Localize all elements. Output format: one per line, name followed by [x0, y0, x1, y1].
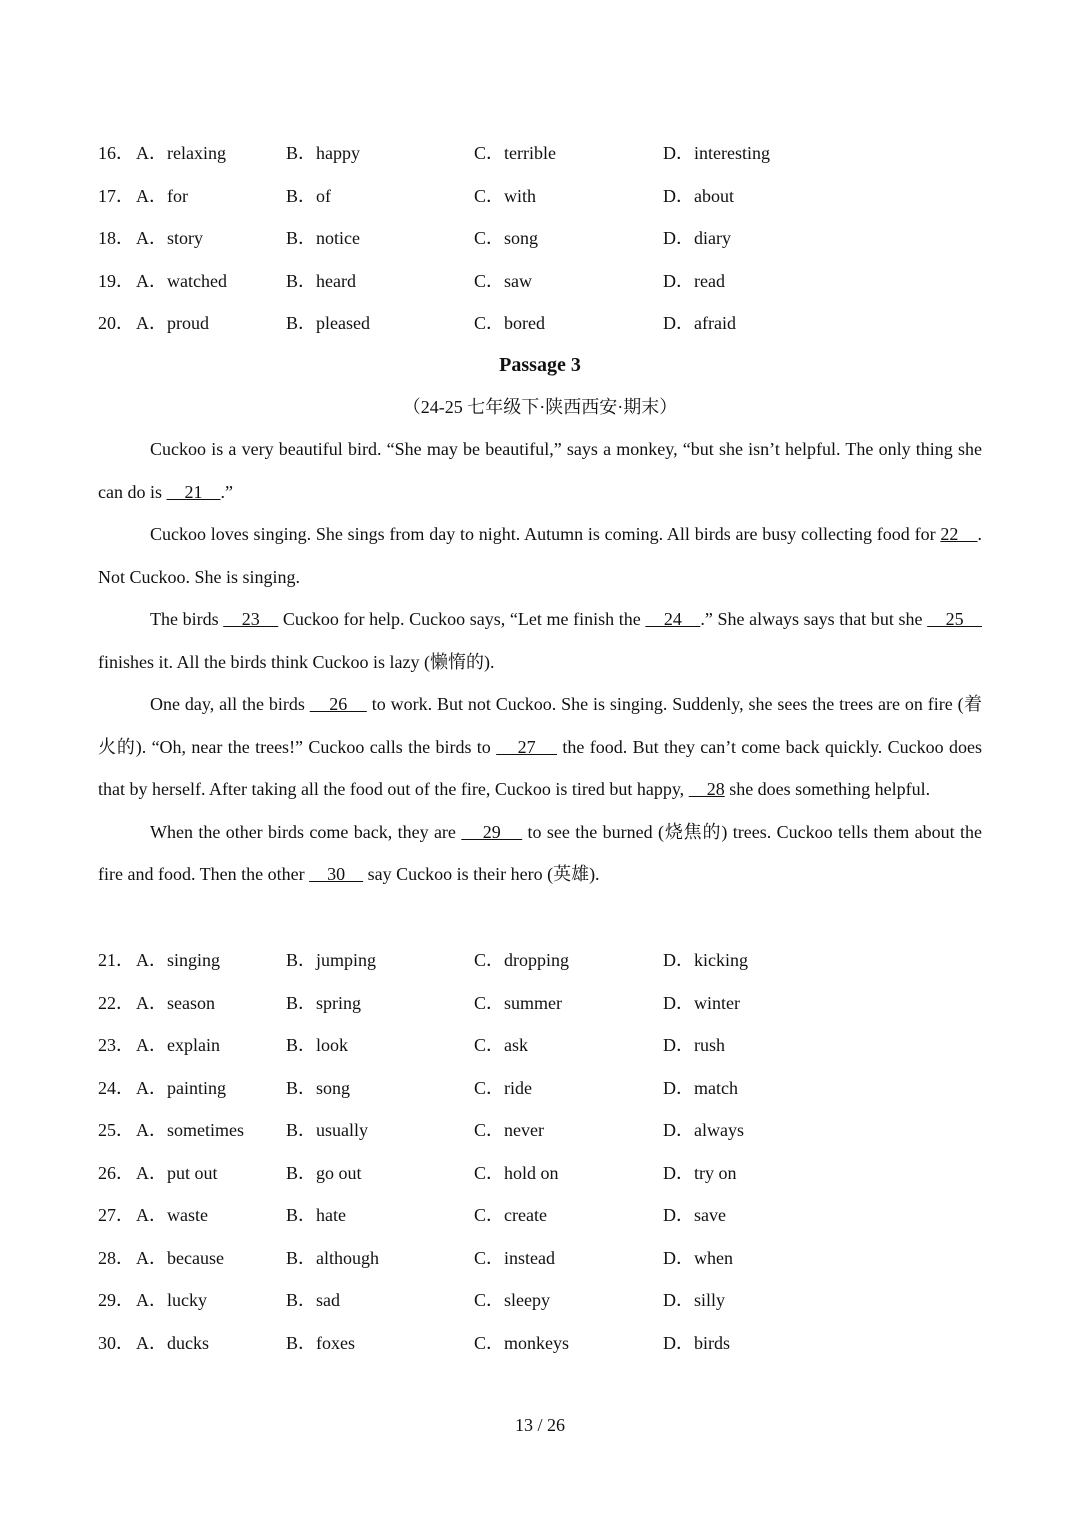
paragraph-text: The birds	[150, 609, 224, 629]
question-number: 17．	[98, 185, 134, 206]
page-number: 13 / 26	[514, 1415, 565, 1435]
option-d: D．read	[663, 270, 725, 291]
option-d: D．silly	[663, 1290, 726, 1310]
paragraph-text: Cuckoo loves singing. She sings from day to night. Autumn is coming. All birds are busy collecting food for	[150, 524, 941, 544]
question-row-16	[98, 142, 988, 185]
option-c: C．terrible	[474, 143, 556, 163]
blank-23: 23	[223, 609, 279, 629]
option-c: C．song	[474, 228, 539, 248]
option-b: B．pleased	[286, 313, 370, 333]
option-b: B．hate	[286, 1205, 346, 1225]
option-a: A．singing	[136, 950, 221, 970]
question-list-21-30	[98, 949, 988, 1374]
option-a: A．lucky	[136, 1290, 207, 1310]
paragraph-text: she does something helpful.	[724, 779, 931, 799]
paragraph-4	[98, 683, 982, 811]
question-number: 18．	[98, 228, 134, 248]
paragraph-1	[98, 428, 982, 513]
paragraph-text: say Cuckoo is their hero (英雄).	[363, 864, 600, 884]
question-row-26	[98, 1162, 988, 1205]
option-b: B．heard	[286, 270, 356, 291]
question-number: 16．	[98, 143, 134, 163]
paragraph-text: the food. But they can’t come back quickly. Cuckoo does that by herself. After taking all the food out of the fire, Cuckoo is tired but happy,	[98, 736, 982, 799]
passage-body	[98, 428, 982, 896]
blank-21: 21	[166, 481, 221, 502]
option-c: C．ask	[474, 1035, 528, 1055]
paragraph-text: Cuckoo is a very beautiful bird. “She may be beautiful,” says a monkey, “but she isn’t helpful. The only thing she can do is	[98, 439, 982, 502]
paragraph-5	[98, 811, 982, 896]
option-b: B．sad	[286, 1290, 340, 1310]
question-row-24	[98, 1077, 988, 1120]
paragraph-2	[98, 513, 982, 598]
question-row-18	[98, 227, 988, 270]
option-b: B．song	[286, 1077, 351, 1098]
passage-title: Passage 3	[499, 354, 581, 376]
question-number: 22．	[98, 992, 134, 1013]
option-c: C．summer	[474, 992, 562, 1013]
option-d: D．try on	[663, 1162, 737, 1183]
question-number: 30．	[98, 1332, 134, 1353]
option-a: A．relaxing	[136, 143, 226, 163]
option-b: B．spring	[286, 992, 362, 1013]
question-row-27	[98, 1204, 988, 1247]
option-d: D．match	[663, 1077, 738, 1098]
passage-source: （24-25 七年级下·陕西西安·期末）	[402, 397, 678, 417]
option-d: D．birds	[663, 1332, 730, 1353]
question-number: 25．	[98, 1120, 134, 1140]
question-row-21	[98, 949, 988, 992]
option-d: D．interesting	[663, 143, 770, 163]
question-number: 19．	[98, 270, 134, 291]
option-a: A．painting	[136, 1077, 226, 1098]
option-c: C．instead	[474, 1247, 555, 1268]
question-row-17	[98, 185, 988, 228]
option-b: B．happy	[286, 143, 360, 163]
blank-28: 28	[688, 779, 725, 799]
question-number: 23．	[98, 1035, 134, 1055]
blank-27: 27	[496, 736, 558, 757]
paragraph-text: When the other birds come back, they are	[150, 821, 462, 842]
blank-29: 29	[461, 821, 523, 842]
paragraph-text: One day, all the birds	[150, 694, 310, 714]
paragraph-text: finishes it. All the birds think Cuckoo is lazy (懒惰的).	[98, 651, 495, 672]
option-c: C．bored	[474, 313, 545, 333]
option-b: B．of	[286, 185, 331, 206]
question-row-30	[98, 1332, 988, 1375]
option-c: C．monkeys	[474, 1332, 570, 1353]
question-number: 29．	[98, 1290, 134, 1310]
option-b: B．notice	[286, 228, 360, 248]
paragraph-text: to work. But not Cuckoo. She is singing. Suddenly, she sees the trees are on fire (着火的). “Oh, near the trees!” Cuckoo calls the birds to	[98, 694, 982, 757]
option-c: C．saw	[474, 270, 532, 291]
option-a: A．season	[136, 992, 215, 1013]
option-b: B．jumping	[286, 950, 377, 970]
question-row-22	[98, 992, 988, 1035]
blank-22: 22	[940, 524, 978, 544]
paragraph-text: .” She always says that but she	[700, 609, 928, 629]
option-a: A．put out	[136, 1162, 218, 1183]
blank-26: 26	[309, 694, 367, 714]
option-c: C．create	[474, 1205, 547, 1225]
option-a: A．explain	[136, 1035, 220, 1055]
question-row-19	[98, 270, 988, 313]
option-b: B．look	[286, 1035, 349, 1055]
option-c: C．ride	[474, 1077, 532, 1098]
question-number: 28．	[98, 1247, 134, 1268]
question-row-23	[98, 1034, 988, 1077]
option-d: D．save	[663, 1205, 726, 1225]
option-c: C．dropping	[474, 950, 570, 970]
option-d: D．rush	[663, 1035, 725, 1055]
paragraph-text: .”	[220, 481, 233, 502]
blank-24: 24	[645, 609, 701, 629]
option-b: B．usually	[286, 1120, 369, 1140]
option-a: A．sometimes	[136, 1120, 244, 1140]
option-c: C．never	[474, 1120, 544, 1140]
option-b: B．go out	[286, 1162, 362, 1183]
paragraph-3	[98, 598, 982, 683]
option-a: A．story	[136, 228, 203, 248]
blank-30: 30	[309, 864, 364, 884]
option-d: D．when	[663, 1247, 733, 1268]
question-number: 21．	[98, 950, 134, 970]
option-b: B．although	[286, 1247, 379, 1268]
option-a: A．for	[136, 185, 188, 206]
question-number: 26．	[98, 1162, 134, 1183]
option-a: A．waste	[136, 1205, 208, 1225]
paragraph-text: Cuckoo for help. Cuckoo says, “Let me finish the	[278, 609, 646, 629]
question-row-20	[98, 312, 988, 355]
question-number: 27．	[98, 1205, 134, 1225]
option-d: D．kicking	[663, 950, 748, 970]
paragraph-text: . Not Cuckoo. She is singing.	[98, 524, 983, 587]
question-row-28	[98, 1247, 988, 1290]
option-d: D．winter	[663, 992, 740, 1013]
option-c: C．hold on	[474, 1162, 559, 1183]
option-b: B．foxes	[286, 1332, 355, 1353]
option-d: D．about	[663, 185, 734, 206]
question-list-16-20	[98, 142, 988, 355]
option-a: A．watched	[136, 270, 227, 291]
question-row-25	[98, 1119, 988, 1162]
question-row-29	[98, 1289, 988, 1332]
option-a: A．because	[136, 1247, 224, 1268]
option-c: C．with	[474, 185, 537, 206]
option-a: A．ducks	[136, 1332, 209, 1353]
question-number: 24．	[98, 1077, 134, 1098]
question-number: 20．	[98, 313, 134, 333]
option-a: A．proud	[136, 313, 209, 333]
paragraph-text: to see the burned (烧焦的) trees. Cuckoo tells them about the fire and food. Then the other	[98, 821, 983, 884]
blank-25: 25	[927, 609, 983, 629]
option-c: C．sleepy	[474, 1290, 550, 1310]
option-d: D．afraid	[663, 313, 736, 333]
option-d: D．diary	[663, 228, 731, 248]
option-d: D．always	[663, 1120, 744, 1140]
